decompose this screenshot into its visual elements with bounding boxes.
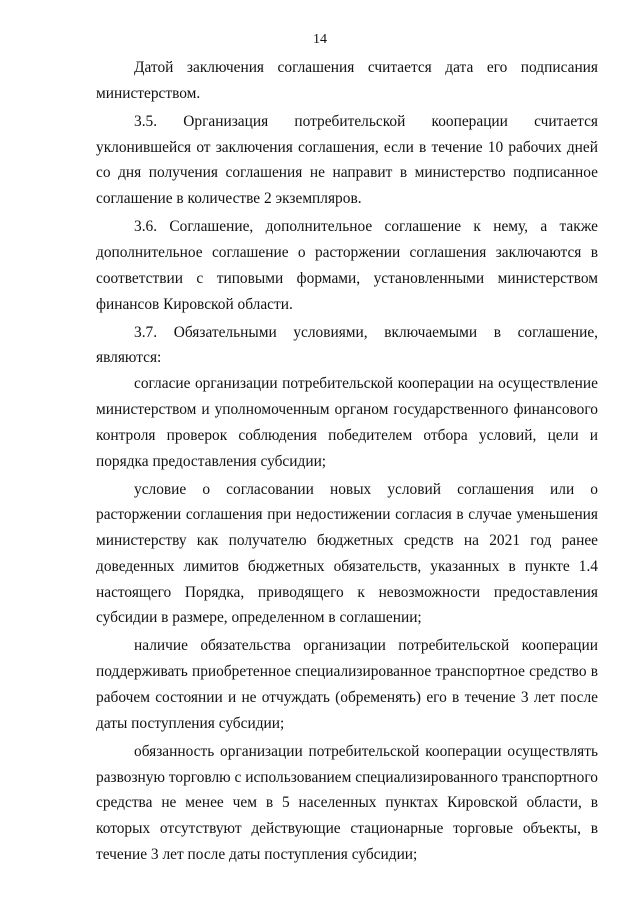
page-number: 14	[313, 32, 327, 47]
paragraph-3-5: 3.5. Организация потребительской кооперации считается уклонившейся от заключения соглашения, если в течение 10 рабочих дней со дня получения соглашения не направит в министерство подписанное соглашение в количестве 2 экземпляров.	[96, 112, 598, 208]
paragraph-condition-trade: обязанность организации потребительской кооперации осуществлять развозную торговлю с использованием специализированного транспортного средства не менее чем в 5 населенных пунктах Кировской области, в которых отсутствуют действующие стационарные торговые объекты, в течение 3 лет после даты поступления субсидии;	[96, 742, 598, 864]
paragraph-signing-date: Датой заключения соглашения считается дата его подписания министерством.	[96, 59, 598, 102]
paragraph-condition-consent: согласие организации потребительской кооперации на осуществление министерством и уполномоченным органом государственного финансового контроля проверок соблюдения победителем отбора условий, цели и порядка предоставления субсидии;	[96, 375, 598, 470]
paragraph-condition-new-terms: условие о согласовании новых условий соглашения или о расторжении соглашения при недостижении согласия в случае уменьшения министерству как получателю бюджетных средств на 2021 год ранее доведенных лимитов бюджетных обязательств, указанных в пункте 1.4 настоящего Порядка, приводящего к невозможности предоставления субсидии в размере, определенном в соглашении;	[96, 480, 598, 627]
paragraph-condition-vehicle: наличие обязательства организации потребительской кооперации поддерживать приобретенное специализированное транспортное средство в рабочем состоянии и не отчуждать (обременять) его в течение 3 лет после даты поступления субсидии;	[96, 637, 598, 732]
paragraph-3-7: 3.7. Обязательными условиями, включаемыми в соглашение, являются:	[96, 323, 598, 367]
document-body	[96, 55, 598, 868]
paragraph-3-6: 3.6. Соглашение, дополнительное соглашение к нему, а также дополнительное соглашение о расторжении соглашения заключаются в соответствии с типовыми формами, установленными министерством финансов Кировской области.	[96, 218, 598, 313]
